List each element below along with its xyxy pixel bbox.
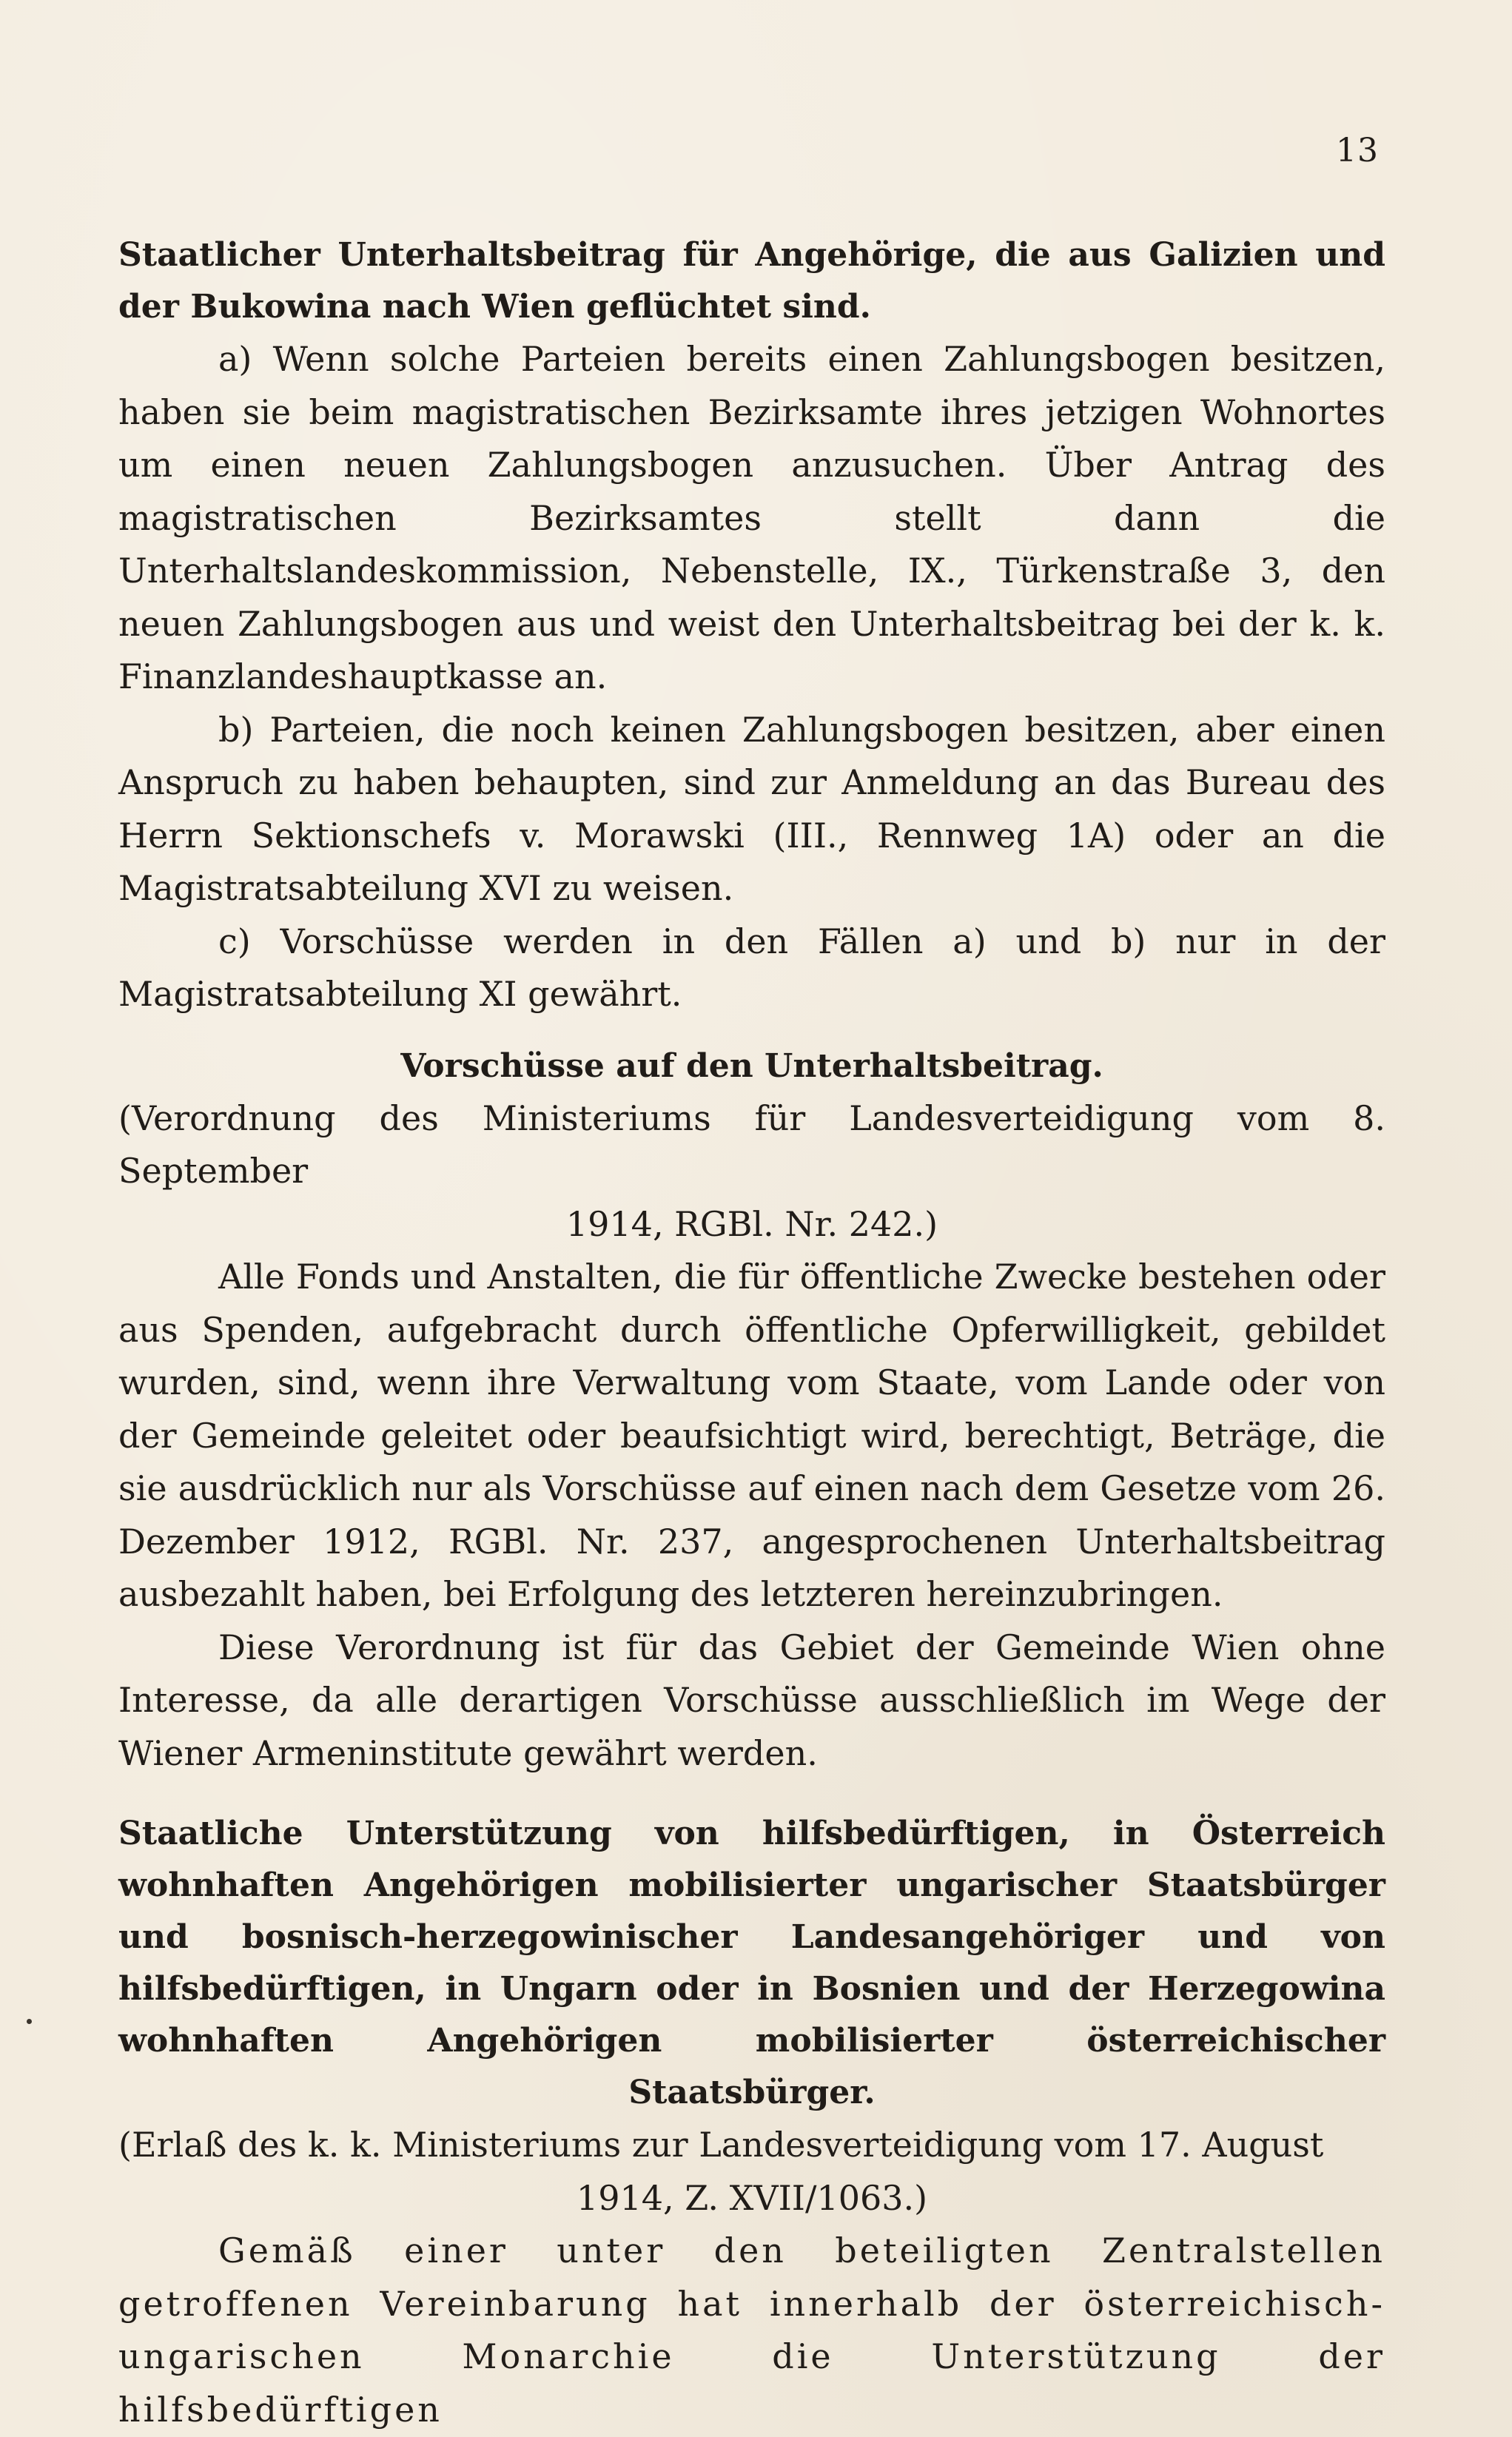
source-citation: (Erlaß des k. k. Ministeriums zur Landesverteidigung vom 17. August [118,2125,1324,2165]
page-content [118,229,1385,2436]
spacer [118,1021,1385,1041]
source-citation-continued: 1914, RGBl. Nr. 242.) [565,1203,938,1244]
paragraph-a: a) Wenn solche Parteien bereits einen Zahlungsbogen besitzen, haben sie beim magistratischen Bezirksamte ihres jetzigen Wohnortes um einen neuen Zahlungsbogen anzusuchen. Über Antrag des magistratischen Bezirksamtes stellt dann die Unterhaltslandeskommission, Nebenstelle, IX., Türkenstraße 3, den neuen Zahlungsbogen aus und weist den Unterhaltsbeitrag bei der k. k. Finanzlandeshauptkasse an. [118,339,1385,696]
section-heading: Vorschüsse auf den Unterhaltsbeitrag. [400,1046,1103,1085]
margin-mark [27,2019,32,2024]
paragraph: Gemäß einer unter den beteiligten Zentralstellen getroffenen Vereinbarung hat innerhalb der österreichisch-ungarischen Monarchie die Unterstützung der hilfsbedürftigen [118,2231,1385,2430]
paragraph: Alle Fonds und Anstalten, die für öffentliche Zwecke bestehen oder aus Spenden, aufgebracht durch öffentliche Opferwilligkeit, gebildet wurden, sind, wenn ihre Verwaltung vom Staate, vom Lande oder von der Gemeinde geleitet oder beaufsichtigt wird, berechtigt, Beträge, die sie ausdrücklich nur als Vorschüsse auf einen nach dem Gesetze vom 26. Dezember 1912, RGBl. Nr. 237, angesprochenen Unterhaltsbeitrag ausbezahlt haben, bei Erfolgung des letzteren hereinzubringen. [118,1257,1385,1614]
page-number: 13 [1336,132,1379,169]
paragraph: Diese Verordnung ist für das Gebiet der Gemeinde Wien ohne Interesse, da alle derartigen Vorschüsse ausschließlich im Wege der Wiener Armeninstitute gewährt werden. [118,1627,1385,1773]
spacer [118,1780,1385,1808]
section-heading: Staatliche Unterstützung von hilfsbedürftigen, in Österreich wohnhaften Angehörigen mobilisierter ungarischer Staatsbürger und bosnisch-herzegowinischer Landesangehöriger und von hilfsbedürftigen, in Ungarn oder in Bosnien und der Herzegowina wohnhaften Angehörigen mobilisierter österreichischer Staatsbürger. [118,1815,1385,2111]
paragraph-c: c) Vorschüsse werden in den Fällen a) und b) nur in der Magistratsabteilung XI gewährt. [118,921,1385,1014]
paragraph-b: b) Parteien, die noch keinen Zahlungsbogen besitzen, aber einen Anspruch zu haben behaupten, sind zur Anmeldung an das Bureau des Herrn Sektionschefs v. Morawski (III., Rennweg 1A) oder an die Magistratsabteilung XVI zu weisen. [118,709,1385,908]
source-citation-continued: 1914, Z. XVII/1063.) [576,2177,928,2218]
source-citation: (Verordnung des Ministeriums für Landesverteidigung vom 8. September [118,1098,1385,1191]
section-heading: Staatlicher Unterhaltsbeitrag für Angehörige, die aus Galizien und der Bukowina nach Wien geflüchtet sind. [118,236,1385,326]
